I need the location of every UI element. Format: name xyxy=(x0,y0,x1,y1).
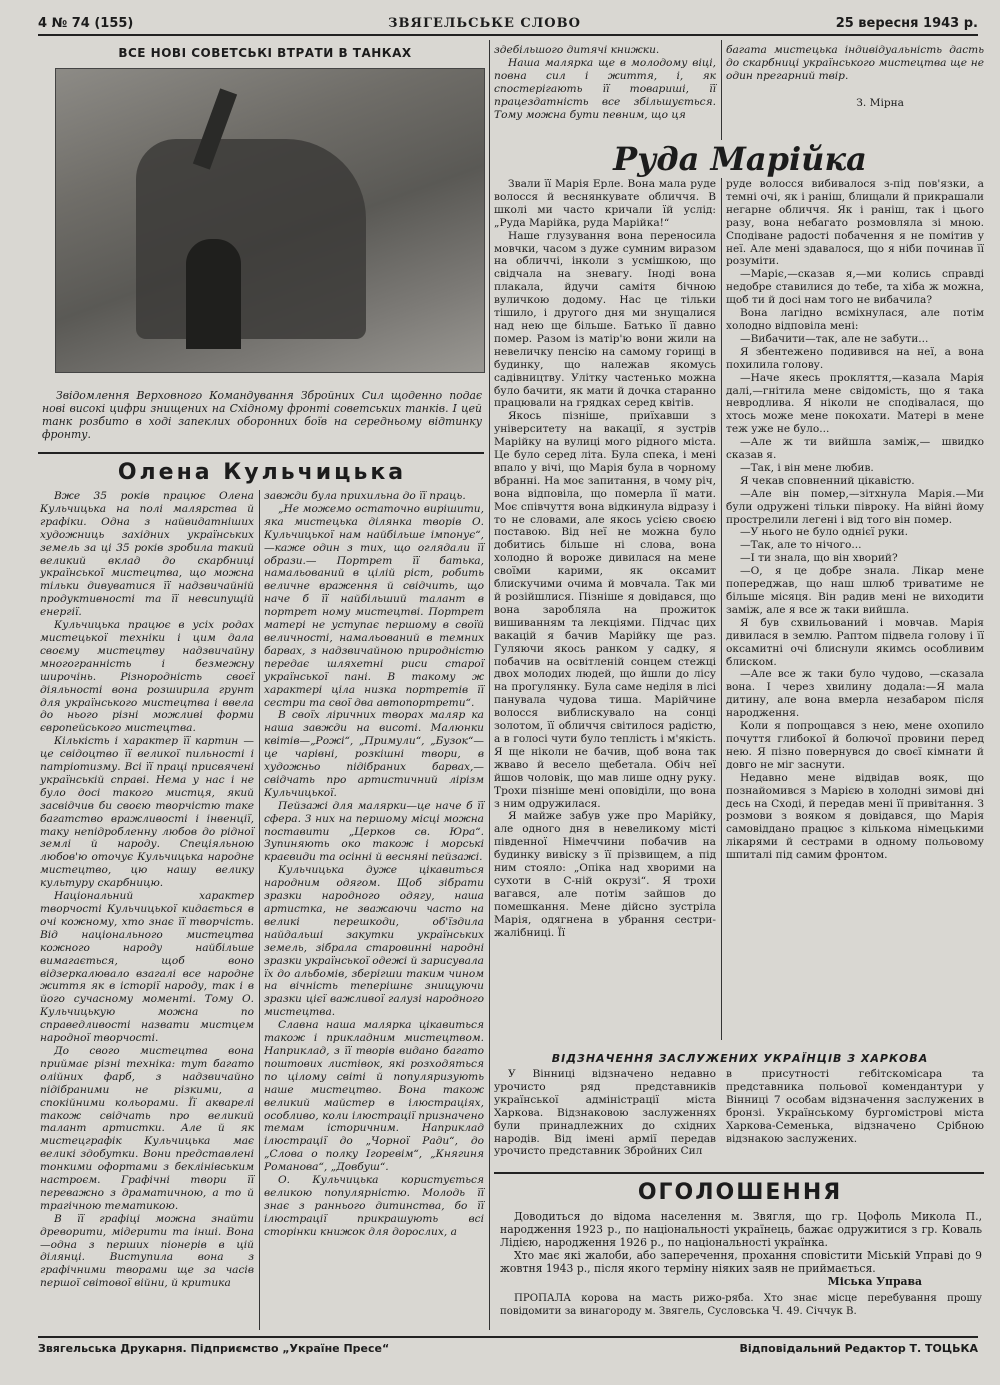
article1-signature: З. Мірна xyxy=(856,96,904,109)
paragraph: —Маріє,—сказав я,—ми колись справді недобре ставилися до тебе, та хіба ж можна, щоб ти й досі нам того не вибачила? xyxy=(726,268,984,307)
paragraph: Я збентежено подивився на неї, а вона похилила голову. xyxy=(726,345,984,371)
divider xyxy=(38,452,484,454)
paragraph: —Так, і він мене любив. xyxy=(740,461,874,474)
paragraph: Славна наша малярка цікавиться також і прикладним мистецтвом. Наприклад, з її творів видано багато поштових листівок, які розходяться по цілому світі й популяризують наше мистецтво. Вона також великий майстер в ілюстраціях, особливо, коли ілюстрації призначено темам історичним. Наприклад ілюстрації до „Чорної Ради“, до „Слова о полку Ігоревім“, „Княгиня Романова“, „Довбуш“. xyxy=(264,1019,484,1174)
paragraph: Я чекав сповненний цікавістю. xyxy=(740,474,915,487)
article1-title: Олена Кульчицька xyxy=(117,460,407,485)
tank-hatch-shape xyxy=(186,239,241,349)
paragraph: Вона лагідно всміхнулася, але потім холодно відповіла мені: xyxy=(726,307,984,332)
paragraph: Недавно мене відвідав вояк, що познайомився з Марією в холодні зимові дні десь на Сході, й передав мені її привітання. З розмови з вояком я довідався, що Марія самовіддано працює з кількома німецькими лікарями й сестрами в одному польовому шпиталі під самим фронтом. xyxy=(726,771,984,862)
photo-title: ВСЕ НОВІ СОВЕТСЬКІ ВТРАТИ В ТАНКАХ xyxy=(118,46,412,60)
article1-col2 xyxy=(264,490,484,1239)
article1-col4 xyxy=(726,44,984,110)
paragraph: Національний характер творчості Кульчицької кидається в очі кожному, хто знає її творчість. Від національного мистецтва кожного народу найбільше вимагається, щоб воно відзеркалювало взагалі все народне життя як в історії народу, так і в його сучасному моменті. Тому О. Кульчицькую можна по справедливості назвати мистцем народної творчості. xyxy=(40,890,254,1045)
paragraph: руде волосся вибивалося з-під пов'язки, а темні очі, як і раніш, блищали й прикрашали негарне обличчя. Як і раніш, так і цього разу, вона небагато розмовляла зі мною. Сподіване радості побачення я не помітив у неї. Але мені здавалося, що я ніби починав її розуміти. xyxy=(726,178,984,268)
paragraph: „Не можемо остаточно вирішити, яка мистецька ділянка творів О. Кульчицької нам найбільше імпонує“,—каже один з тих, що оглядали її образи.— Портрет її батька, намальований в цілій ріст, робить величне враження й свідчить, що наче б її найбільший талант в портрет ному мистецтві. Портрет матері не уступає першому в своїй величності, намальований в темних барвах, з надзвичайною природністю передає шляхетні риси старої української пані. В такому ж характері ціла низка портретів її сестри та свої два автопортрети“. xyxy=(264,502,484,709)
article3-title: ВІДЗНАЧЕННЯ ЗАСЛУЖЕНИХ УКРАЇНЦІВ З ХАРКОВА xyxy=(551,1052,929,1065)
footer xyxy=(38,1336,978,1358)
ads-body xyxy=(500,1210,982,1318)
paragraph: багата мистецька індивідуальність дасть до скарбниці українського мистецтва ще не один прегарний твір. xyxy=(726,44,984,82)
paragraph: —Вибачити—так, але не забути... xyxy=(740,332,929,345)
article1-col3 xyxy=(494,44,716,121)
paragraph: Наша малярка ще в молодому віці, повна сил і життя, і, як спостерігають її товариші, її працездатність все збільшується. Тому можна бути певним, що ця xyxy=(494,56,716,121)
paragraph: в присутності гебітскомісара та представника польової комендантури у Вінниці 7 особам відзначення заслужених в бронзі. Українському бургомістрові міста Харкова-Семенька, відзначено Срібною відзнакою заслужених. xyxy=(726,1068,984,1145)
ads-signature: Міська Управа xyxy=(827,1275,922,1288)
article3-col1 xyxy=(494,1068,716,1158)
paragraph: В її графіці можна знайти древорити, мідерити та інші. Вона—одна з перших піонерів в цій ділянці. Виступила вона з графічними творами ще за часів першої світової війни, й критика xyxy=(40,1212,254,1290)
article1-col1 xyxy=(40,490,254,1290)
paragraph: Звали її Марія Ерле. Вона мала руде волосся й веснянкувате обличчя. В школі ми часто кричали їй услід: „Руда Марійка, руда Марійка!“ xyxy=(494,178,716,229)
column-rule xyxy=(259,490,260,1330)
paragraph: Я майже забув уже про Марійку, але одного дня в невеликому місті південної Німеччини побачив на будинку вивіску з її прізвищем, а під ним стояло: „Опіка над хворими на сухоти в С-ній окрузі“. Я трохи вагався, але потім зайшов до помешкання. Мене дійсно зустріла Марія, одягнена в убрання сестри-жалібниці. Її xyxy=(494,810,716,939)
tank-shape xyxy=(136,139,366,339)
printer-credit: Звягельська Друкарня. Підприємство „Україне Пресе“ xyxy=(38,1341,390,1355)
paragraph: У Вінниці відзначено недавно урочисто ряд представників української адміністрації міста Харкова. Відзнаковою заслуженнях були принадлежних до східних народів. Від імені армії передав урочисто представник Збройних Сил xyxy=(494,1068,716,1158)
photo-caption: Звідомлення Верховного Командування Збройних Сил щоденно подає нові високі цифри знищених на Східному фронті советських танків. І цей танк розбито в ході запеклих оборонних боїв на середньому відтинку фронту. xyxy=(42,389,482,441)
article2-col1 xyxy=(494,178,716,939)
paragraph: —Наче якесь прокляття,—казала Марія далі,—гнітила мене свідомість, що я така невродлива. Я ніколи не сподівалася, що хтось може мене покохати. Матері в мене теж уже не було... xyxy=(726,371,984,436)
column-rule xyxy=(721,40,722,140)
tank-photo xyxy=(55,68,485,373)
paragraph: —О, я це добре знала. Лікар мене попереджав, що наш шлюб триватиме не більше місяця. Він радив мені не виходити заміж, але я все ж таки вийшла. xyxy=(726,565,984,616)
paragraph: Кульчицька дуже цікавиться народним одягом. Щоб зібрати зразки народного одягу, наша артистка, не зважаючи часто на великі перешкоди, об'їздила найдальші закутки українських земель, зібрала старовинні народні зразки української одежі й зарисувала їх до альбомів, зберігши таким чином на вічність теперішнє знищуючи зразки цієї важливої галузі народного мистецтва. xyxy=(264,864,484,1019)
newspaper-title: ЗВЯГЕЛЬСЬКЕ СЛОВО xyxy=(388,15,581,31)
issue-date: 25 вересня 1943 р. xyxy=(835,15,978,31)
paragraph: —Але він помер,—зітхнула Марія.—Ми були одружені тільки півроку. На війні йому прострелили легені і від того він помер. xyxy=(726,487,984,526)
paragraph: —Так, але то нічого... xyxy=(740,539,862,552)
divider xyxy=(494,1172,984,1174)
paragraph: —Але ж ти вийшла заміж,— швидко сказав я. xyxy=(726,436,984,462)
paragraph: Наше глузування вона переносила мовчки, часом з дуже сумним виразом на обличчі, інколи з усмішкою, що свідчала на зневагу. Іноді вона плакала, йдучи самітя бічною вуличкою додому. Нас це тільки тішило, і другого дня ми знущалися над нею ще більше. Батько її давно помер. Разом із матір'ю вони жили на невеличку пенсію на самому горищі в будинку, що належав якомусь садівництву. Улітку частенько можна було бачити, як мати й дочка старанно працювали на грядках серед квітів. xyxy=(494,229,716,410)
paragraph: Вже 35 років працює Олена Кульчицька на полі малярства й графіки. Одна з найвидатніших художниць західних українських земель за ці 35 років зробила такий великий вклад до скарбниці української мистецтва, що можна тільки дивуватися її надзвичайній продуктивності та її невсипущій енергії. xyxy=(40,490,254,619)
paragraph: Пейзажі для малярки—це наче б її сфера. З них на першому місці можна поставити „Церков св. Юра“. Зупиняють око також і морські краєвиди та осінні й весняні пейзажі. xyxy=(264,799,484,864)
ad-item: Доводиться до відома населення м. Звягля, що гр. Цофоль Микола П., народження 1923 р., по національності українець, бажає одружитися з гр. Коваль Лідією, народження 1926 р., по національності українка. xyxy=(500,1210,982,1249)
paragraph: Кульчицька працює в усіх родах мистецької техніки і цим дала своєму мистецтву надзвичайну многогранність і безмежну широчінь. Різнородність своєї діяльності вона розширила грунт для українського мистецтва і ввела до нього різні можливі форми європейського мистецтва. xyxy=(40,619,254,735)
paragraph: До свого мистецтва вона приймає різні техніка: тут багато олійних фарб, з надзвичайно підібраними не різкими, а спокійними кольорами. Її акварелі також свідчать про великий талант артистки. Але й як мистецграфік Кульчицька має великі здобутки. Вони представлені тонкими офортами з беклінівським настроєм. Графічні твори її переважно з драматичною, а то й трагічною тематикою. xyxy=(40,1044,254,1212)
issue-number: 4 № 74 (155) xyxy=(38,15,134,31)
paragraph: —І ти знала, що він хворий? xyxy=(740,552,898,565)
lost-cow-notice: ПРОПАЛА корова на масть рижо-ряба. Хто знає місце перебування прошу повідомити за винагороду м. Звягель, Сусловська Ч. 49. Січчук В. xyxy=(500,1293,982,1317)
paragraph: —Але все ж таки було чудово, —сказала вона. І через хвилину додала:—Я мала дитину, але вона вмерла незабаром після народження. xyxy=(726,668,984,720)
paragraph: Я був схвильований і мовчав. Марія дивилася в землю. Раптом підвела голову і її оксамитні очі блиснули якимсь особливим блиском. xyxy=(726,616,984,668)
article3-col2 xyxy=(726,1068,984,1145)
paragraph: завжди була прихильна до її праць. xyxy=(264,490,466,502)
article2-col2 xyxy=(726,178,984,862)
ads-title: ОГОЛОШЕННЯ xyxy=(637,1180,843,1205)
paragraph: здебільшого дитячі книжки. xyxy=(494,44,660,56)
column-rule xyxy=(721,178,722,1040)
paragraph: Кількість і характер її картин —це свідоцтво її великої пильності і патріотизму. Всі її праці присвячені українській справі. Нема у нас і не було досі такого мистця, який засвідчив би своєю творчістю таке багатство вражливості і інвенції, таку непідробленну любов до рідної землі й народу. Спеціяльною любов'ю оточує Кульчицька народне мистецтво, цю нашу велику культуру скарбницю. xyxy=(40,735,254,890)
article2-title: Руда Марійка xyxy=(613,140,867,178)
ad-item: Хто має які жалоби, або заперечення, прохання сповістити Міській Управі до 9 жовтня 1943 р., після якого терміну ніяких заяв не приймається. xyxy=(500,1249,982,1275)
paragraph: В своїх ліричних творах маляр ка наша завжди на висоті. Малюнки квітів—„Рожі“, „Примули“, „Бузок“—це чарівні, розкішні твори, в художньо підібраних барвах,—свідчать про артистичний лірізм Кульчицької. xyxy=(264,709,484,799)
paragraph: —У нього не було однієї руки. xyxy=(740,526,909,539)
editor-credit: Відповідальний Редактор Т. ТОЦЬКА xyxy=(739,1341,978,1355)
paragraph: О. Кульчицька користується великою популярністю. Молодь її знає з раннього дитинства, бо її ілюстрації прикрашують всі сторінки книжок для дорослих, а xyxy=(264,1174,484,1238)
masthead xyxy=(38,12,978,36)
column-rule xyxy=(489,40,490,1330)
paragraph: Коли я попрощався з нею, мене охопило почуття глибокої й болючої провини перед нею. Я пізно повернувся до своєї кімнати й довго не міг заснути. xyxy=(726,720,984,771)
paragraph: Якось пізніше, приїхавши з університету на вакації, я зустрів Марійку на вулиці мого рідного міста. Це було серед літа. Була спека, і мені впало у вічі, що Марія була в чорному вбранні. На моє запитання, в чому річ, вона відповіла, що померла її мати. Моє співчуття вона відкинула вiдразу і то не словами, але якось усією своєю поставою. Від неї не можна було добитись більше ні слова, вона холодно й вороже дивилася на мене своїми карими, як оксамит блискучими очима й мовчала. Так ми й розійшлися. Пізніше я довідався, що вона заробляла на прожиток вишиванням та лекціями. Підчас цих вакацій я бачив Марійку ще раз. Гуляючи якось ранком у садку, я побачив на освітленій сонцем стежці двох молодих людей, що йшли до лісу на прогулянку. Була саме неділя в лісі панувала чудова тиша. Марійчине волосся виблискувало на сонці золотом, її обличчя світилося радістю, а в голосі чути було теплість і м'якість. Я ще ніколи не бачив, щоб вона так жваво й весело щебетала. Обіч неї йшов чоловік, що мав лише одну руку. Трохи пізніше мені оповіділи, що вона з ним одружилася. xyxy=(494,410,716,810)
